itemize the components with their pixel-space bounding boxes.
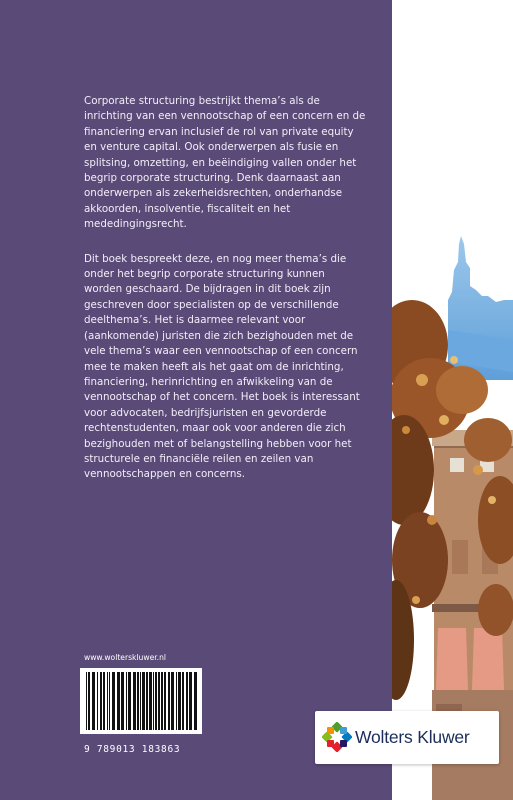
barcode-bar <box>155 672 157 730</box>
barcode-bar <box>168 672 170 730</box>
wolters-kluwer-emblem-icon <box>322 722 352 752</box>
barcode-bar <box>126 672 127 730</box>
barcode-bar <box>178 672 181 730</box>
barcode-bar <box>128 672 131 730</box>
blurb-paragraph-2: Dit boek bespreekt deze, en nog meer thema’s die onder het begrip corporate structuring kunnen worden geschaard. De bijdragen in dit boek zijn geschreven door specialisten op de verschillende deelthema’s. Het is daarmee relevant voor (aankomende) juristen die zich bezighouden met de vele thema’s waar een vennootschap of een concern mee te maken heeft als het gaat om de inrichting, financiering, herinrichting en afwikkeling van de vennootschap of het concern. Het boek is interessant voor advocaten, bedrijfsjuristen en gevorderde rechtenstudenten, maar ook voor anderen die zich bezighouden met of belangstelling hebben voor het structurele en financiële reilen en zeilen van vennootschappen en concerns. <box>84 252 360 481</box>
barcode-bar <box>100 672 102 730</box>
publisher-website: www.wolterskluwer.nl <box>84 653 167 662</box>
barcode-bar <box>158 672 160 730</box>
barcode-bar <box>161 672 163 730</box>
barcode-bar <box>109 672 110 730</box>
wolters-kluwer-logo <box>315 711 499 764</box>
barcode-bar <box>107 672 108 730</box>
barcode-bar <box>194 672 197 730</box>
back-cover-blurb <box>84 94 366 502</box>
barcode-bar <box>86 672 87 730</box>
building-trees-photo <box>392 0 513 800</box>
barcode-bar <box>164 672 166 730</box>
isbn-number: 9 789013 183863 <box>84 744 181 755</box>
isbn-barcode <box>80 668 202 734</box>
barcode-bar <box>137 672 139 730</box>
barcode-bar <box>133 672 136 730</box>
barcode-bars <box>80 668 202 734</box>
barcode-bar <box>153 672 154 730</box>
barcode-bar <box>140 672 141 730</box>
barcode-bar <box>146 672 148 730</box>
barcode-bar <box>103 672 105 730</box>
barcode-bar <box>142 672 145 730</box>
blurb-paragraph-1: Corporate structuring bestrijkt thema’s als de inrichting van een vennootschap of een concern en de financiering ervan inclusief de rol van private equity en venture capital. Ook onderwerpen als fusie en splitsing, omzetting, en beëindiging vallen onder het begrip corporate structuring. Denk daarnaast aan onderwerpen als zekerheidsrechten, onderhandse akkoorden, insolventie, fiscaliteit en het mededingingsrecht. <box>84 95 366 231</box>
barcode-bar <box>92 672 95 730</box>
cover-photo-strip <box>392 0 513 800</box>
barcode-bar <box>149 672 152 730</box>
barcode-bar <box>171 672 174 730</box>
barcode-bar <box>117 672 120 730</box>
barcode-bar <box>189 672 192 730</box>
barcode-bar <box>121 672 124 730</box>
barcode-bar <box>182 672 184 730</box>
barcode-bar <box>186 672 188 730</box>
barcode-bar <box>176 672 177 730</box>
barcode-bar <box>112 672 115 730</box>
barcode-bar <box>88 672 90 730</box>
barcode-bar <box>97 672 98 730</box>
publisher-name: Wolters Kluwer <box>355 727 470 747</box>
